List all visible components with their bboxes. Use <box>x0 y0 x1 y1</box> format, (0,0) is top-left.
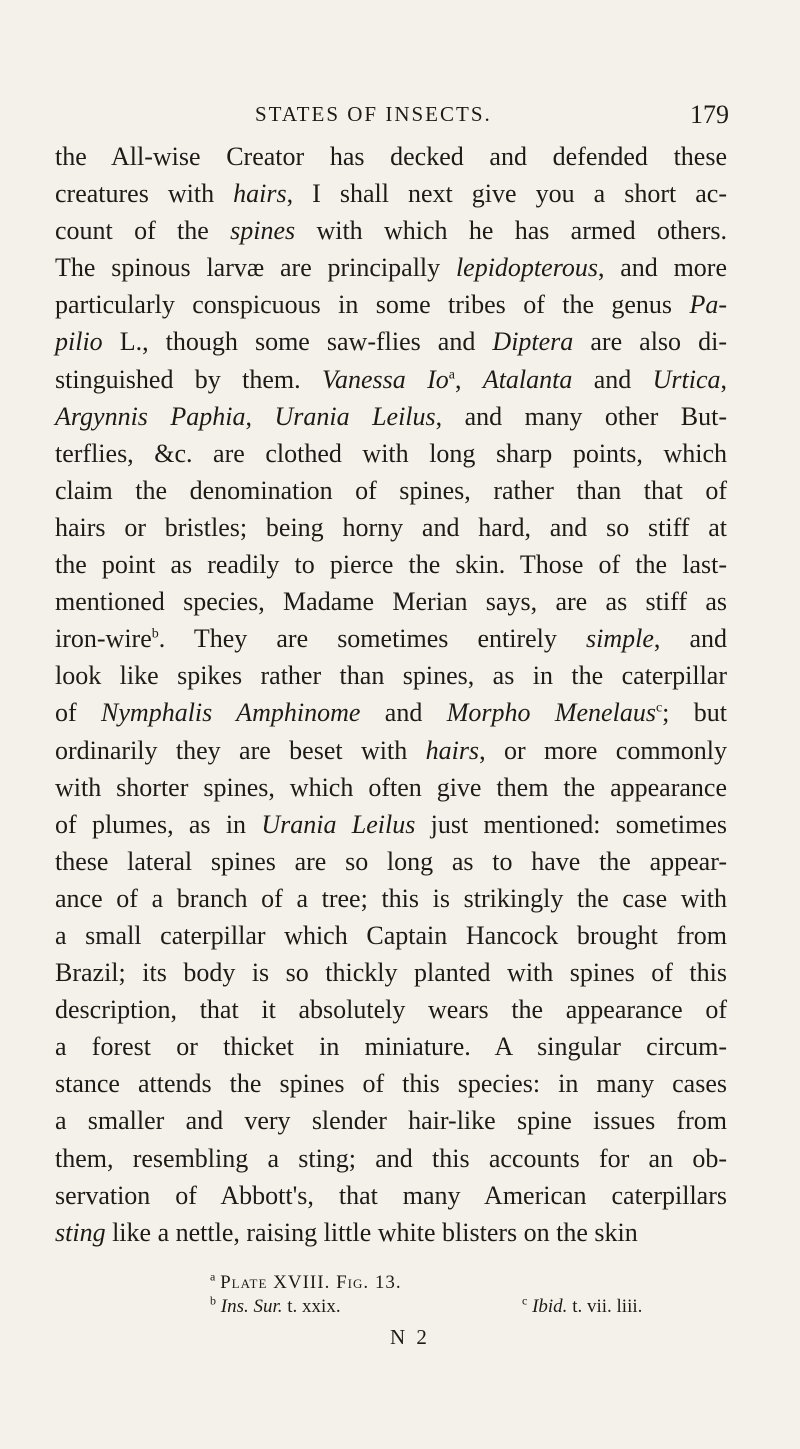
text-span: the All-wise Creator has decked and defended these <box>55 142 727 171</box>
text-line <box>55 1065 727 1102</box>
text-span: , and more <box>597 253 727 283</box>
text-span: are also di- <box>573 327 727 357</box>
text-span: with shorter spines, which often give them the appearance <box>55 772 727 802</box>
italic-span: hairs <box>425 735 480 765</box>
text-span: , <box>454 364 483 394</box>
text-span: , or more commonly <box>479 735 727 765</box>
footnote-ref: Ibid. <box>532 1296 568 1317</box>
text-span: of plumes, as in <box>55 809 262 839</box>
text-span: with which he has armed others. <box>295 216 728 246</box>
text-line <box>55 694 727 731</box>
text-line <box>55 286 727 323</box>
text-span: iron-wire <box>55 624 152 654</box>
text-line <box>55 769 727 806</box>
running-title: STATES OF INSECTS. <box>255 102 492 126</box>
text-span: servation of Abbott's, that many American caterpillars <box>55 1180 727 1210</box>
text-line <box>55 732 727 769</box>
text-span: , I shall next give you a short ac- <box>286 179 727 209</box>
text-line <box>55 249 727 286</box>
footnote-text: t. xxix. <box>282 1296 341 1317</box>
footnote-b <box>210 1293 341 1318</box>
text-span: stinguished by them. <box>55 364 322 394</box>
italic-span: Urania Leilus <box>261 809 416 839</box>
italic-span: lepidopterous <box>455 253 598 283</box>
text-span: like a nettle, raising little white blisters on the skin <box>105 1217 638 1247</box>
text-line <box>55 472 727 509</box>
footnote-c <box>522 1293 643 1318</box>
text-span: and <box>572 364 653 394</box>
text-span: terflies, &c. are clothed with long sharp points, which <box>55 438 727 468</box>
text-span: mentioned species, Madame Merian says, are as stiff as <box>55 587 727 617</box>
italic-span: Urania Leilus <box>274 401 436 431</box>
body-text <box>55 138 727 1251</box>
text-span: L., though some saw-flies and <box>102 327 493 357</box>
page-number: 179 <box>690 100 729 129</box>
text-span: claim the denomination of spines, rather than that of <box>55 475 727 505</box>
text-span: these lateral spines are so long as to have the appear- <box>55 846 727 876</box>
italic-span: pilio <box>55 327 103 357</box>
italic-span: spines <box>230 216 296 246</box>
italic-span: Morpho Menelaus <box>446 698 656 728</box>
text-line <box>55 509 727 546</box>
text-line <box>55 620 727 657</box>
text-line <box>55 917 727 954</box>
footnote-a <box>210 1269 402 1294</box>
footnote-ref-mark: a <box>448 366 455 382</box>
text-line <box>55 1214 727 1251</box>
text-line <box>55 806 727 843</box>
footnote-text: t. vii. liii. <box>567 1296 643 1317</box>
text-line <box>55 138 727 175</box>
text-line <box>55 175 727 212</box>
text-span: of <box>55 698 102 728</box>
text-span: creatures with <box>55 179 234 209</box>
text-span: Brazil; its body is so thickly planted with spines of this <box>55 958 727 988</box>
italic-span: Nymphalis Amphinome <box>101 698 361 728</box>
text-span: the point as readily to pierce the skin. Those of the last- <box>55 550 727 580</box>
text-line <box>55 991 727 1028</box>
text-span: ; but <box>662 698 728 728</box>
italic-span: simple <box>585 624 654 654</box>
text-span: , <box>720 364 727 394</box>
italic-span: Atalanta <box>482 364 573 394</box>
text-line <box>55 1028 727 1065</box>
italic-span: Pa- <box>689 290 727 320</box>
italic-span: Argynnis Paphia <box>55 401 246 431</box>
italic-span: Urtica <box>652 364 721 394</box>
text-line <box>55 657 727 694</box>
text-span: hairs or bristles; being horny and hard, and so stiff at <box>55 512 727 542</box>
text-span: , and <box>653 624 727 654</box>
footnote-ref-mark: c <box>655 700 663 716</box>
text-span: and <box>360 698 447 728</box>
text-span: . They are sometimes entirely <box>158 624 586 654</box>
italic-span: sting <box>55 1217 106 1247</box>
text-line <box>55 954 727 991</box>
text-line <box>55 1102 727 1139</box>
text-span: ordinarily they are beset with <box>55 735 426 765</box>
text-span: a smaller and very slender hair-like spine issues from <box>55 1106 727 1136</box>
signature-mark: N 2 <box>390 1325 430 1349</box>
text-span: , <box>245 401 275 431</box>
text-span: a forest or thicket in miniature. A singular circum- <box>55 1032 727 1062</box>
italic-span: Vanessa Io <box>321 364 449 394</box>
text-line <box>55 1140 727 1177</box>
text-line <box>55 583 727 620</box>
text-span: count of the <box>55 216 231 246</box>
text-line <box>55 1177 727 1214</box>
footnote-mark: c <box>522 1293 528 1308</box>
text-line <box>55 880 727 917</box>
text-span: particularly conspicuous in some tribes of the genus <box>55 290 690 320</box>
text-line <box>55 843 727 880</box>
footnote-ref-mark: b <box>151 626 159 642</box>
text-line <box>55 398 727 435</box>
footnote-mark: b <box>210 1293 216 1308</box>
footnote-text: Plate XVIII. Fig. 13. <box>220 1272 402 1293</box>
text-span: The spinous larvæ are principally <box>55 253 456 283</box>
italic-span: hairs <box>233 179 287 209</box>
text-span: , and many other But- <box>435 401 728 431</box>
text-span: stance attends the spines of this species: in many cases <box>55 1069 727 1099</box>
running-head <box>0 100 800 134</box>
text-span: description, that it absolutely wears the appearance of <box>55 995 727 1025</box>
footnote-mark: a <box>210 1269 216 1284</box>
text-span: a small caterpillar which Captain Hancock brought from <box>55 920 727 950</box>
text-span: just mentioned: sometimes <box>415 809 727 839</box>
text-span: look like spikes rather than spines, as in the caterpillar <box>55 661 727 691</box>
italic-span: Diptera <box>492 327 574 357</box>
text-line <box>55 546 727 583</box>
text-line <box>55 361 727 398</box>
text-line <box>55 435 727 472</box>
text-span: ance of a branch of a tree; this is strikingly the case with <box>55 883 727 913</box>
footnote-ref: Ins. Sur. <box>220 1296 283 1317</box>
text-line <box>55 212 727 249</box>
text-span: them, resembling a sting; and this accounts for an ob- <box>55 1143 727 1173</box>
text-line <box>55 323 727 360</box>
